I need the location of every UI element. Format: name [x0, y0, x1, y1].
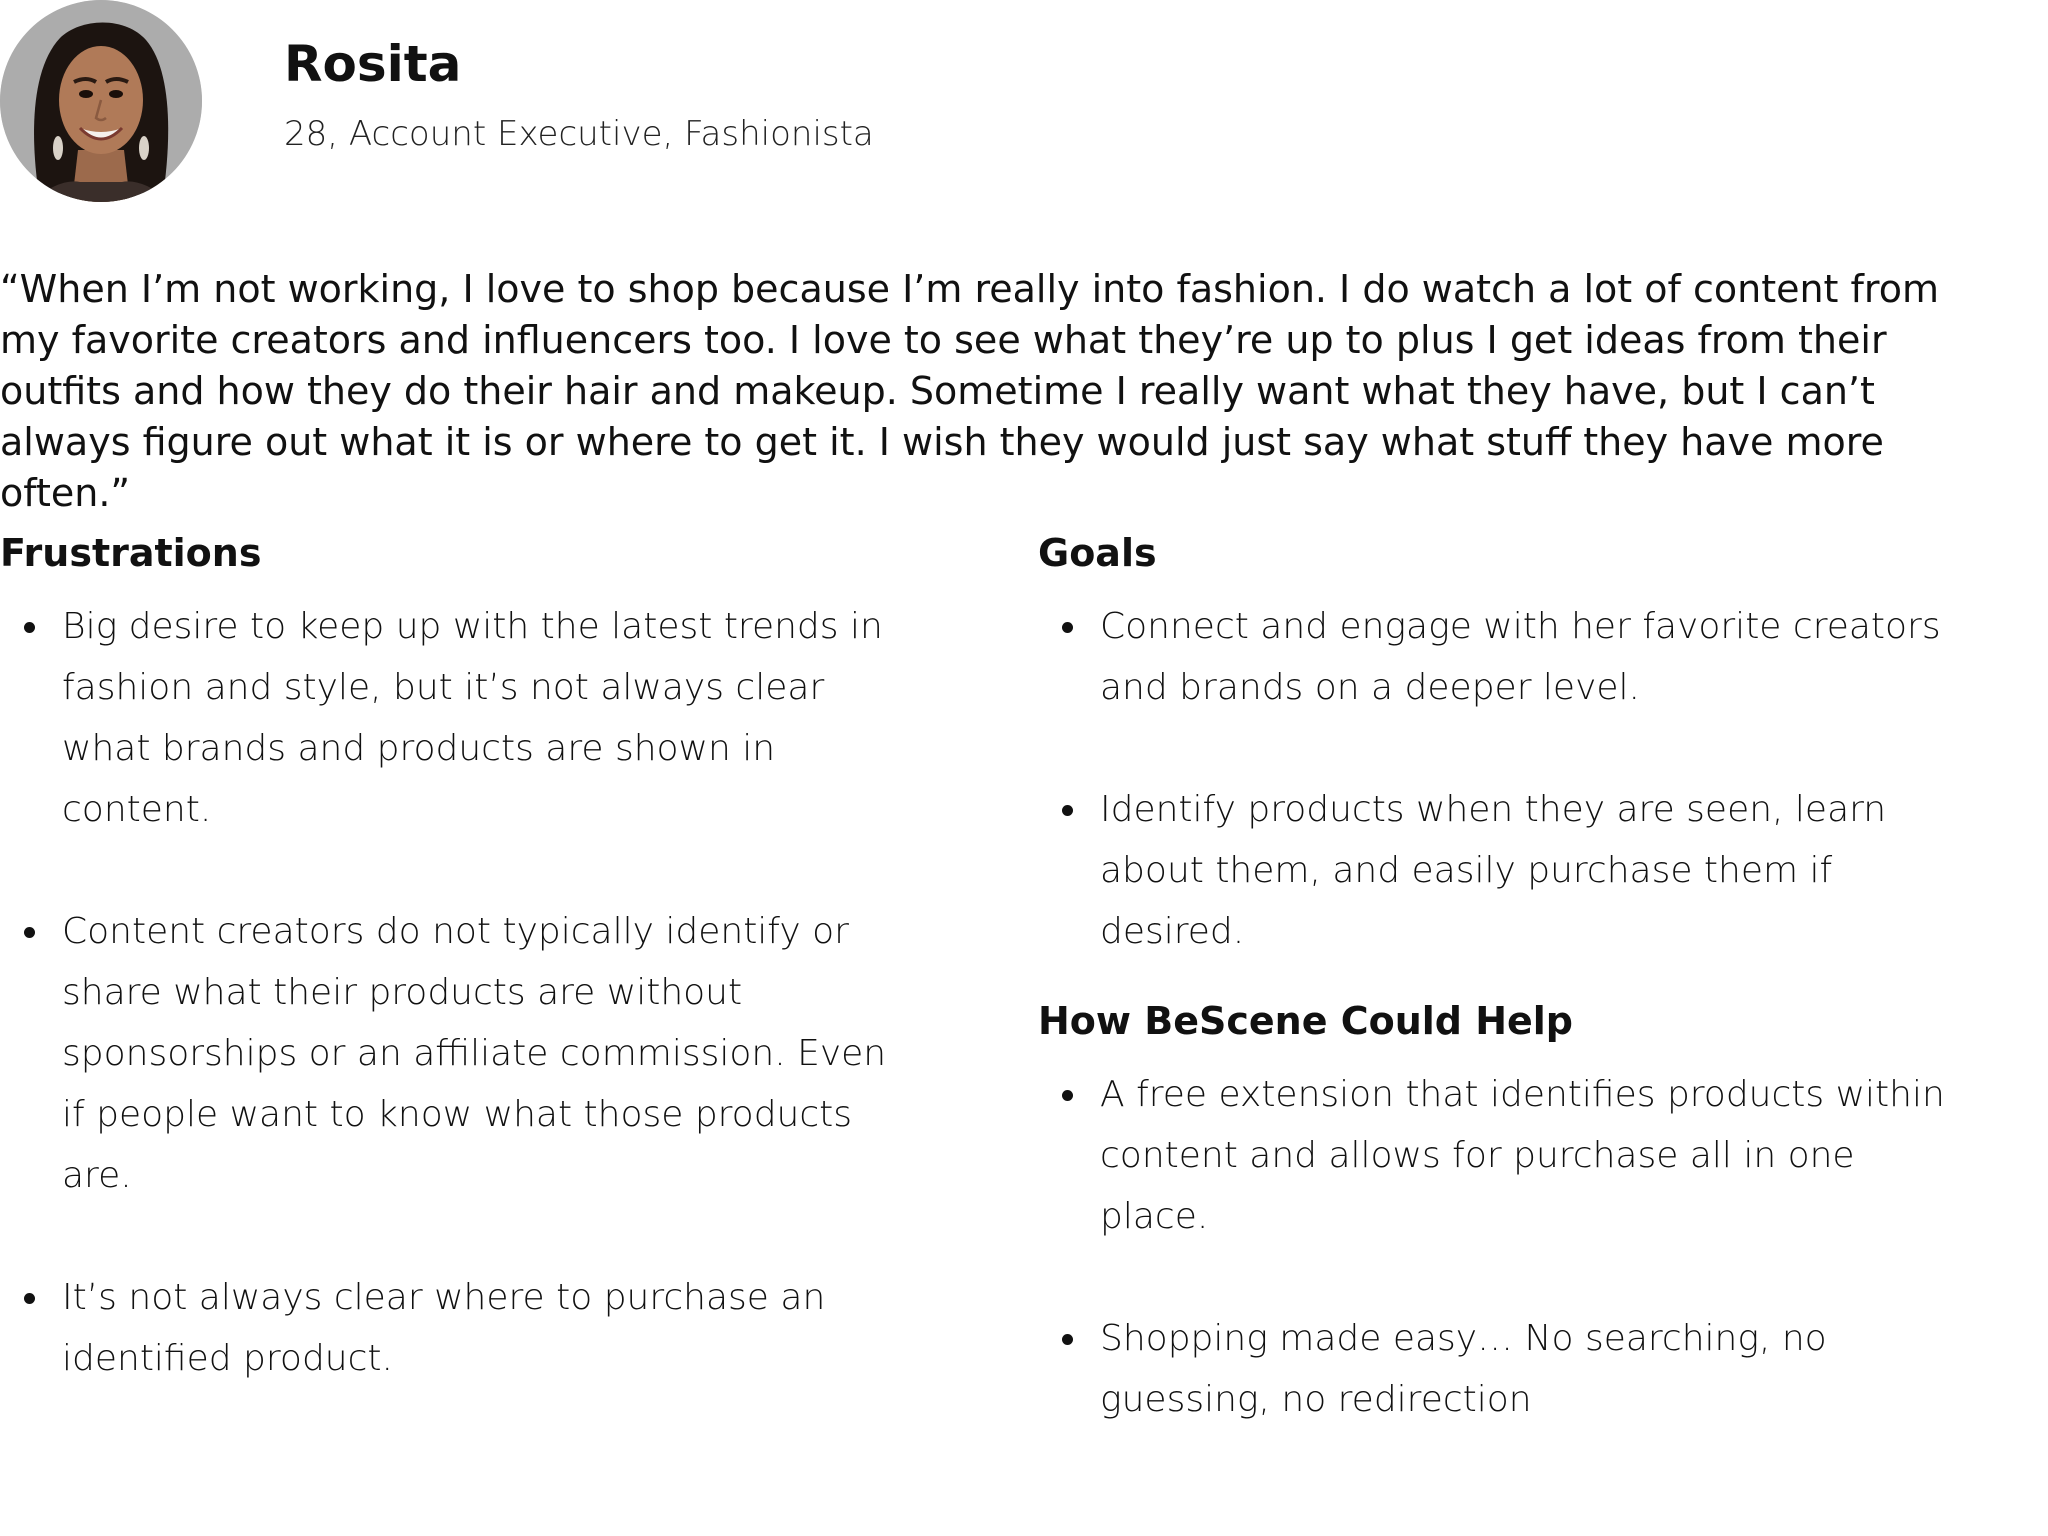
bullet-icon [1062, 805, 1073, 816]
list-item-text: It’s not always clear where to purchase an identified product. [62, 1277, 826, 1379]
goals-title: Goals [1038, 531, 1157, 575]
help-title: How BeScene Could Help [1038, 999, 1574, 1043]
bullet-icon [1062, 1334, 1073, 1345]
list-item [0, 1267, 902, 1389]
list-item [1038, 1308, 1970, 1430]
list-item-text: Connect and engage with her favorite creators and brands on a deeper level. [1100, 606, 1941, 708]
portrait-image [0, 0, 202, 202]
bullet-icon [24, 1293, 35, 1304]
frustrations-section [0, 528, 920, 1389]
list-item-text: Shopping made easy… No searching, no guessing, no redirection [1100, 1318, 1827, 1420]
list-item-text: Big desire to keep up with the latest trends in fashion and style, but it’s not always clear what brands and products are shown in content. [62, 606, 883, 830]
list-item [1038, 1064, 1970, 1247]
bullet-icon [24, 622, 35, 633]
persona-name: Rosita [284, 35, 462, 93]
bullet-icon [24, 927, 35, 938]
list-item [0, 901, 902, 1206]
goals-section [1038, 528, 2038, 1430]
list-item [1038, 779, 1970, 962]
persona-subtitle: 28, Account Executive, Fashionista [284, 114, 874, 154]
frustrations-list [0, 596, 920, 1389]
frustrations-title: Frustrations [0, 531, 262, 575]
list-item-text: Content creators do not typically identify or share what their products are without sponsorships or an affiliate commission. Even if people want to know what those products are. [62, 911, 887, 1196]
help-list [1038, 1064, 2038, 1430]
goals-list [1038, 596, 2038, 962]
list-item-text: Identify products when they are seen, learn about them, and easily purchase them if desired. [1100, 789, 1887, 952]
list-item [0, 596, 902, 840]
list-item-text: A free extension that identifies products within content and allows for purchase all in one place. [1100, 1074, 1945, 1237]
bullet-icon [1062, 622, 1073, 633]
avatar [0, 0, 202, 202]
persona-quote: “When I’m not working, I love to shop because I’m really into fashion. I do watch a lot of content from my favorite creators and influencers too. I love to see what they’re up to plus I get ideas from their outfits and how they do their hair and makeup. Sometime I really want what they have, but I can’t always figure out what it is or where to get it. I wish they would just say what stuff they have more often.” [0, 267, 1939, 515]
bullet-icon [1062, 1090, 1073, 1101]
list-item [1038, 596, 1970, 718]
